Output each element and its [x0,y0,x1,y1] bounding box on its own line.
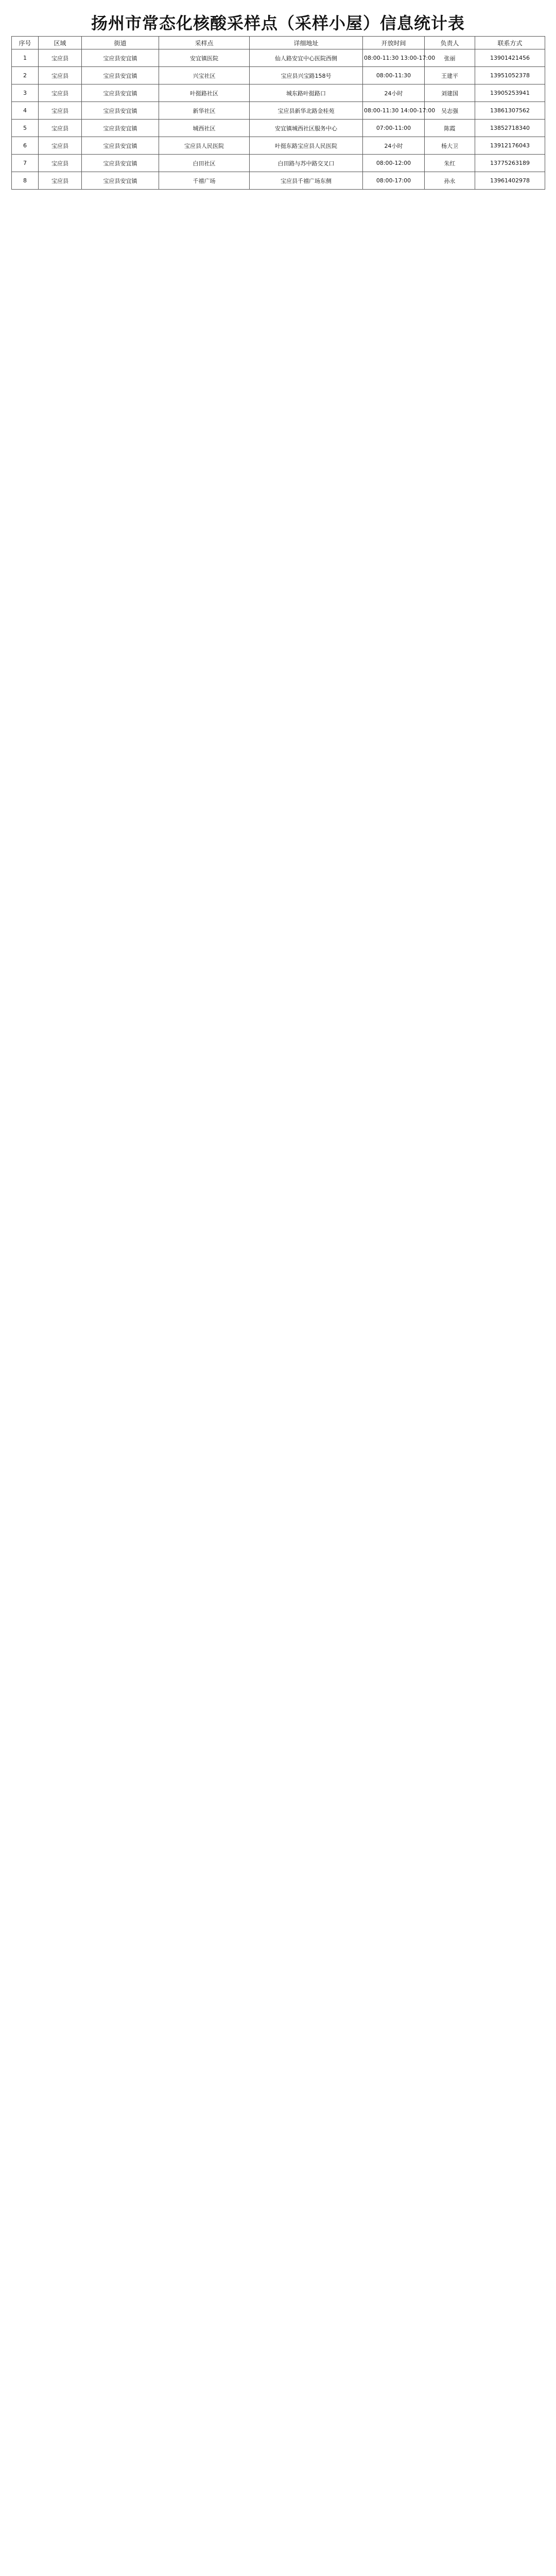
cell-hours: 24小时 [363,137,425,155]
cell-phone: 13912176043 [475,137,545,155]
cell-address: 白田路与苏中路交叉口 [250,155,363,172]
cell-hours: 08:00-11:30 14:00-17:00 [363,102,425,120]
column-header-district: 区域 [39,37,82,49]
cell-hours: 08:00-11:30 13:00-17:00 [363,49,425,67]
cell-phone: 13861307562 [475,102,545,120]
cell-street: 宝应县安宜镇 [82,155,159,172]
cell-index: 3 [12,84,39,102]
cell-contact-person: 刘建国 [425,84,475,102]
cell-site: 千禧广场 [159,172,250,190]
cell-contact-person: 孙永 [425,172,475,190]
column-header-street: 街道 [82,37,159,49]
column-header-phone: 联系方式 [475,37,545,49]
table-row [12,137,545,155]
cell-hours: 08:00-11:30 [363,67,425,84]
table-body [12,49,545,190]
cell-index: 8 [12,172,39,190]
cell-index: 6 [12,137,39,155]
cell-index: 4 [12,102,39,120]
cell-phone: 13951052378 [475,67,545,84]
column-header-index: 序号 [12,37,39,49]
cell-contact-person: 张丽 [425,49,475,67]
cell-district: 宝应县 [39,49,82,67]
column-header-site: 采样点 [159,37,250,49]
cell-site: 城西社区 [159,120,250,137]
cell-contact-person: 吴志强 [425,102,475,120]
column-header-contact-person: 负责人 [425,37,475,49]
cell-site: 宝应县人民医院 [159,137,250,155]
table-row [12,120,545,137]
cell-hours: 08:00-12:00 [363,155,425,172]
cell-district: 宝应县 [39,102,82,120]
table-row [12,155,545,172]
cell-street: 宝应县安宜镇 [82,84,159,102]
cell-hours: 24小时 [363,84,425,102]
cell-street: 宝应县安宜镇 [82,137,159,155]
cell-index: 1 [12,49,39,67]
cell-hours: 08:00-17:00 [363,172,425,190]
cell-phone: 13901421456 [475,49,545,67]
cell-contact-person: 王建平 [425,67,475,84]
cell-phone: 13852718340 [475,120,545,137]
cell-address: 宝应县新华北路金桂苑 [250,102,363,120]
column-header-address: 详细地址 [250,37,363,49]
cell-phone: 13905253941 [475,84,545,102]
cell-contact-person: 杨大卫 [425,137,475,155]
cell-address: 宝应县千禧广场东侧 [250,172,363,190]
cell-street: 宝应县安宜镇 [82,49,159,67]
cell-street: 宝应县安宜镇 [82,67,159,84]
cell-site: 兴宝社区 [159,67,250,84]
cell-address: 城东路叶挺路口 [250,84,363,102]
cell-street: 宝应县安宜镇 [82,172,159,190]
cell-contact-person: 朱红 [425,155,475,172]
cell-district: 宝应县 [39,155,82,172]
cell-district: 宝应县 [39,172,82,190]
cell-phone: 13775263189 [475,155,545,172]
sampling-site-table [11,36,545,190]
cell-address: 仙人路安宜中心医院西侧 [250,49,363,67]
table-header-row [12,37,545,49]
cell-index: 7 [12,155,39,172]
cell-site: 叶挺路社区 [159,84,250,102]
cell-site: 白田社区 [159,155,250,172]
cell-contact-person: 陈霞 [425,120,475,137]
cell-site: 安宜镇医院 [159,49,250,67]
table-row [12,67,545,84]
table-row [12,84,545,102]
cell-address: 叶挺东路宝应县人民医院 [250,137,363,155]
cell-street: 宝应县安宜镇 [82,120,159,137]
cell-district: 宝应县 [39,120,82,137]
cell-index: 5 [12,120,39,137]
page-title: 扬州市常态化核酸采样点（采样小屋）信息统计表 [91,13,465,33]
cell-hours: 07:00-11:00 [363,120,425,137]
table-row [12,102,545,120]
column-header-hours: 开放时间 [363,37,425,49]
cell-address: 宝应县兴宝路158号 [250,67,363,84]
cell-index: 2 [12,67,39,84]
cell-district: 宝应县 [39,84,82,102]
table-row [12,49,545,67]
table-row [12,172,545,190]
cell-phone: 13961402978 [475,172,545,190]
cell-district: 宝应县 [39,67,82,84]
cell-street: 宝应县安宜镇 [82,102,159,120]
cell-site: 新华社区 [159,102,250,120]
cell-address: 安宜镇城西社区服务中心 [250,120,363,137]
cell-district: 宝应县 [39,137,82,155]
